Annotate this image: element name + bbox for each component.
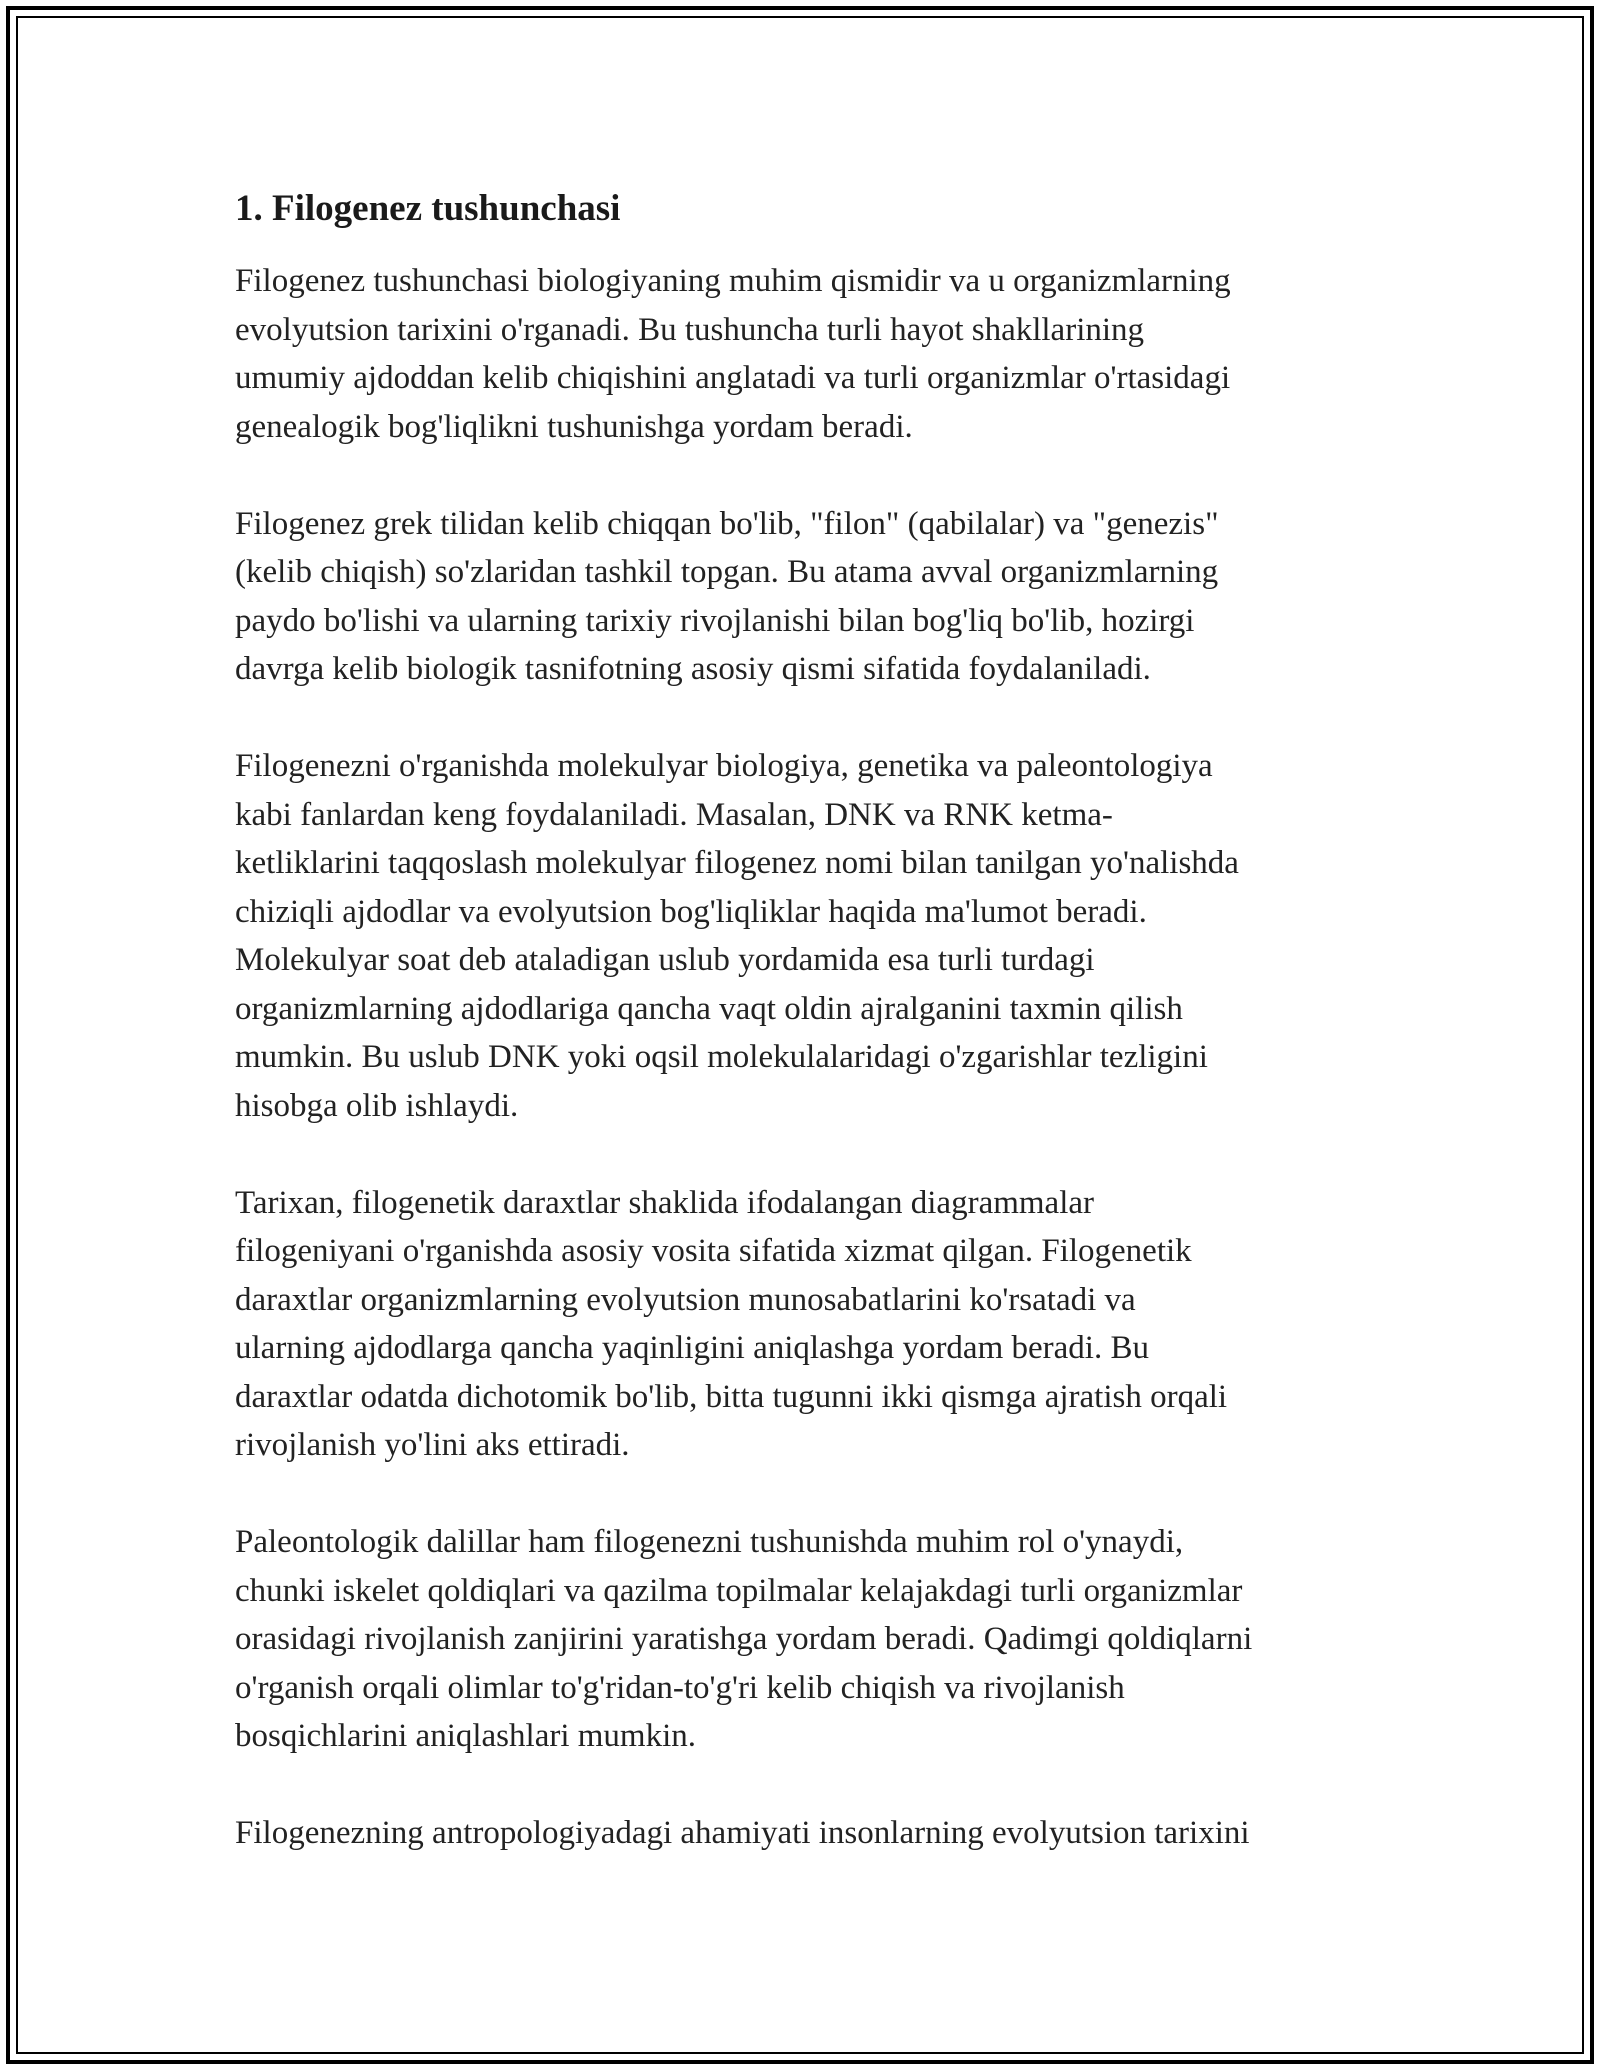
paragraph-anthropology: Filogenezning antropologiyadagi ahamiyati insonlarning evolyutsion tarixini [235,1815,1250,1851]
section-heading: 1. Filogenez tushunchasi [235,188,621,229]
paragraph-phylogenetic-trees: Tarixan, filogenetik daraxtlar shaklida ifodalangan diagrammalar filogeniyani o'rganishda asosiy vosita sifatida xizmat qilgan. Filogenetik daraxtlar organizmlarning evolyutsion munosabatlarini ko'rsatadi va ularning ajdodlarga qancha yaqinligini aniqlashga yordam beradi. Bu daraxtlar odatda dichotomik bo'lib, bitta tugunni ikki qismga ajratish orqali rivojlanish yo'lini aks ettiradi. [235,1184,1228,1463]
paragraph-etymology: Filogenez grek tilidan kelib chiqqan bo'lib, "filon" (qabilalar) va "genezis" (kelib chiqish) so'zlaridan tashkil topgan. Bu atama avval organizmlarning paydo bo'lishi va ularning tarixiy rivojlanishi bilan bog'liq bo'lib, hozirgi davrga kelib biologik tasnifotning asosiy qismi sifatida foydalaniladi. [235,505,1219,687]
paragraph-definition: Filogenez tushunchasi biologiyaning muhim qismidir va u organizmlarning evolyutsion tarixini o'rganadi. Bu tushuncha turli hayot shakllarining umumiy ajdoddan kelib chiqishini anglatadi va turli organizmlar o'rtasidagi genealogik bog'liqlikni tushunishga yordam beradi. [235,263,1231,445]
paragraph-paleontology: Paleontologik dalillar ham filogenezni tushunishda muhim rol o'ynaydi, chunki iskelet qoldiqlari va qazilma topilmalar kelajakdagi turli organizmlar orasidagi rivojlanish zanjirini yaratishga yordam beradi. Qadimgi qoldiqlarni o'rganish orqali olimlar to'g'ridan-to'g'ri kelib chiqish va rivojlanish bosqichlarini aniqlashlari mumkin. [235,1524,1253,1754]
paragraph-molecular-methods: Filogenezni o'rganishda molekulyar biologiya, genetika va paleontologiya kabi fanlardan keng foydalaniladi. Masalan, DNK va RNK ketma- ketliklarini taqqoslash molekulyar filogenez nomi bilan tanilgan yo'nalishda chiziqli ajdodlar va evolyutsion bog'liqliklar haqida ma'lumot beradi. Molekulyar soat deb ataladigan uslub yordamida esa turli turdagi organizmlarning ajdodlariga qancha vaqt oldin ajralganini taxmin qilish mumkin. Bu uslub DNK yoki oqsil molekulalaridagi o'zgarishlar tezligini hisobga olib ishlaydi. [235,748,1239,1124]
document-body [235,185,1375,1858]
